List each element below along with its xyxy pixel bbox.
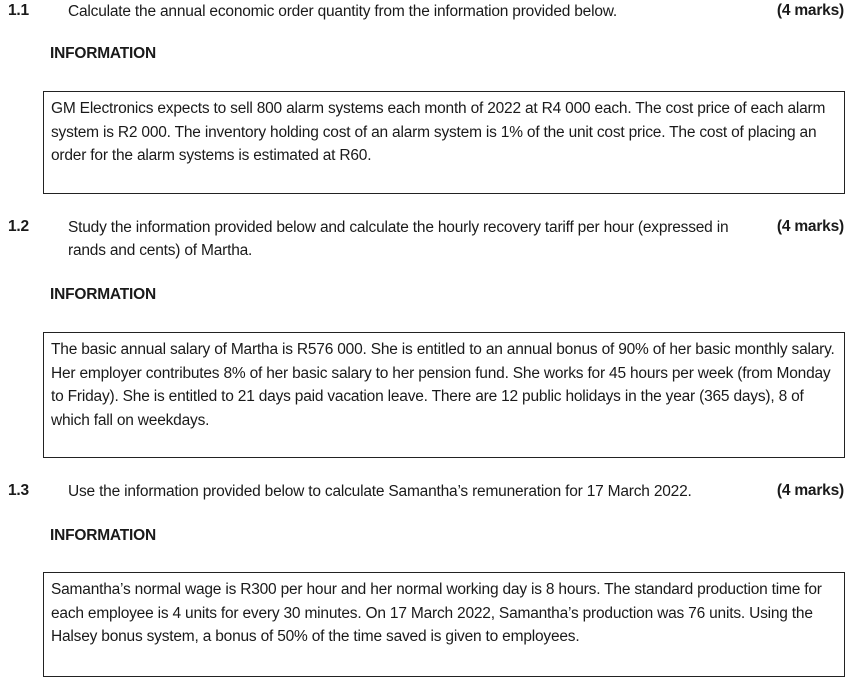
question-1-1-info-text: GM Electronics expects to sell 800 alarm systems each month of 2022 at R4 000 each. The cost price of each alarm system is R2 000. The inventory holding cost of an alarm system is 1% of the unit cost price. The cost of placing an order for the alarm systems is estimated at R60.: [51, 100, 826, 164]
question-1-1-info-heading: INFORMATION: [50, 45, 156, 62]
question-1-2-text: Study the information provided below and calculate the hourly recovery tariff per hour (expressed in rands and cents) of Martha.: [68, 219, 729, 259]
question-1-1-info-box: [43, 91, 845, 194]
question-1-2-info-box: [43, 332, 845, 458]
question-1-3-info-box: [43, 572, 845, 677]
question-1-2-marks: (4 marks): [776, 218, 844, 235]
question-1-3-marks: (4 marks): [776, 482, 844, 499]
question-1-3-info-heading: INFORMATION: [50, 527, 156, 544]
question-1-2-info-heading: INFORMATION: [50, 286, 156, 303]
question-1-1-marks: (4 marks): [776, 2, 844, 19]
question-1-2-number: 1.2: [8, 218, 29, 235]
question-1-1-text: Calculate the annual economic order quantity from the information provided below.: [68, 3, 618, 20]
question-1-3-info-text: Samantha’s normal wage is R300 per hour and her normal working day is 8 hours. The standard production time for each employee is 4 units for every 30 minutes. On 17 March 2022, Samantha’s production was 76 units. Using the Halsey bonus system, a bonus of 50% of the time saved is given to employees.: [51, 581, 822, 645]
question-1-2-info-text: The basic annual salary of Martha is R576 000. She is entitled to an annual bonus of 90% of her basic monthly salary. Her employer contributes 8% of her basic salary to her pension fund. She works for 45 hours per week (from Monday to Friday). She is entitled to 21 days paid vacation leave. There are 12 public holidays in the year (365 days), 8 of which fall on weekdays.: [51, 341, 835, 429]
question-1-3-number: 1.3: [8, 482, 29, 499]
question-1-1-number: 1.1: [8, 2, 29, 19]
question-1-3-text: Use the information provided below to calculate Samantha’s remuneration for 17 March 2022.: [68, 483, 692, 500]
